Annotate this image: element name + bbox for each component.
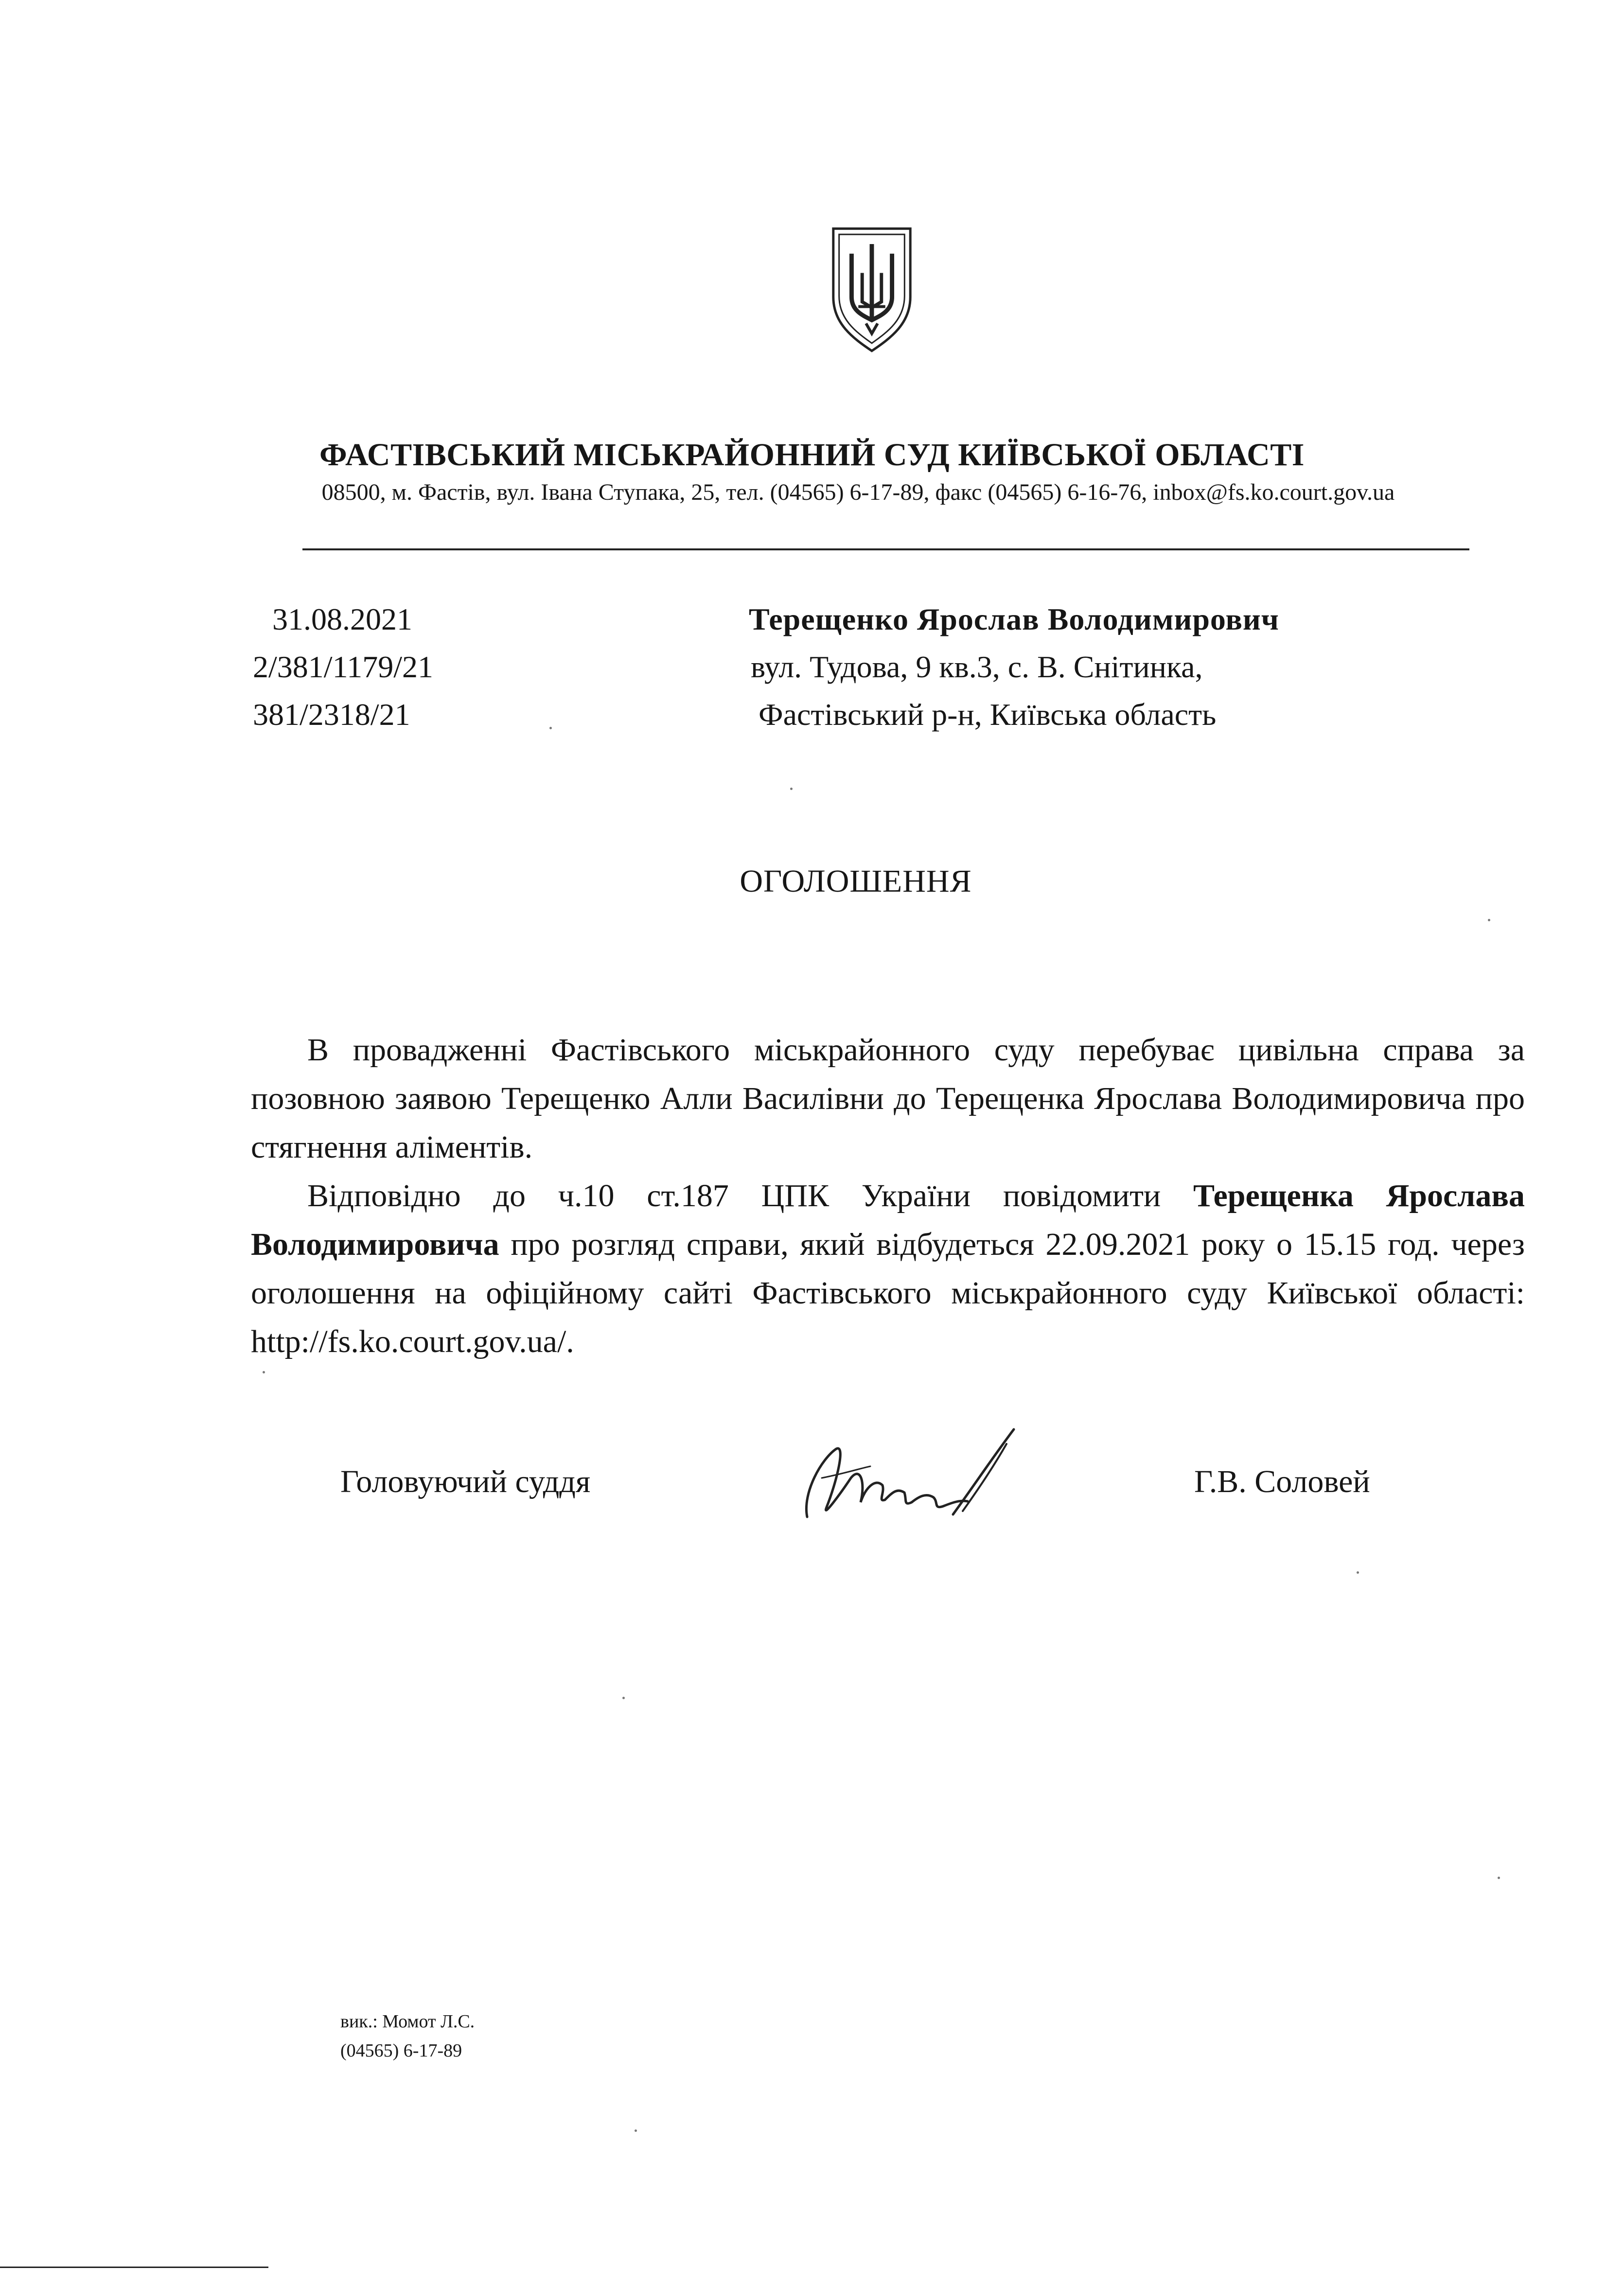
scan-speck: [1357, 1571, 1359, 1574]
judge-position: Головуючий суддя: [340, 1464, 591, 1499]
scan-speck: [263, 1371, 265, 1373]
body-paragraph-1: В провадженні Фастівського міськрайонного суду перебуває цивільна справа за позовною заявою Терещенко Алли Василівни до Терещенка Ярослава Володимировича про стягнення аліментів.: [251, 1032, 1525, 1165]
case-number: 381/2318/21: [253, 697, 410, 732]
executor-name: вик.: Момот Л.С.: [340, 2011, 475, 2032]
recipient-name: Терещенко Ярослав Володимирович: [749, 602, 1279, 636]
footer-divider: [0, 2267, 268, 2268]
body-paragraph-2: [251, 1172, 1525, 1366]
scan-speck: [635, 2129, 637, 2132]
document-body: [251, 1026, 1525, 1366]
scan-speck: [1488, 919, 1490, 921]
court-name: ФАСТІВСЬКИЙ МІСЬКРАЙОННИЙ СУД КИЇВСЬКОЇ ОБЛАСТІ: [319, 437, 1305, 473]
court-contacts: 08500, м. Фастів, вул. Івана Ступака, 25, тел. (04565) 6-17-89, факс (04565) 6-16-76, inbox@fs.ko.court.gov.ua: [321, 479, 1395, 505]
executor-block: [340, 2007, 475, 2065]
recipient-address-line-2: Фастівський р-н, Київська область: [759, 697, 1217, 732]
reference-number: 2/381/1179/21: [253, 650, 433, 684]
document-date: 31.08.2021: [272, 602, 412, 636]
recipient-address-line-1: вул. Тудова, 9 кв.3, с. В. Снітинка,: [751, 650, 1203, 684]
scan-speck: [1498, 1877, 1500, 1879]
defendant-name-bold: Терещенка Ярослава Володимировича: [251, 1178, 1525, 1262]
recipient-block: [749, 596, 1279, 739]
judge-name: Г.В. Соловей: [1194, 1464, 1370, 1499]
handwritten-signature: [793, 1420, 1026, 1531]
scan-speck: [549, 727, 552, 729]
header-divider: [302, 548, 1469, 550]
trident-icon: [824, 225, 920, 355]
executor-phone: (04565) 6-17-89: [340, 2040, 462, 2061]
body-paragraph-2-start: Відповідно до ч.10 ст.187 ЦПК України повідомити: [307, 1178, 1193, 1213]
scan-speck: [622, 1697, 625, 1699]
scan-speck: [790, 788, 793, 790]
document-meta: [253, 596, 433, 739]
document-title: ОГОЛОШЕННЯ: [740, 863, 972, 899]
body-paragraph-2-end: про розгляд справи, який відбудеться 22.09.2021 року о 15.15 год. через оголошення на офіційному сайті Фастівського міськрайонного суду Київської області: http://fs.ko.court.gov.ua/.: [251, 1227, 1525, 1359]
